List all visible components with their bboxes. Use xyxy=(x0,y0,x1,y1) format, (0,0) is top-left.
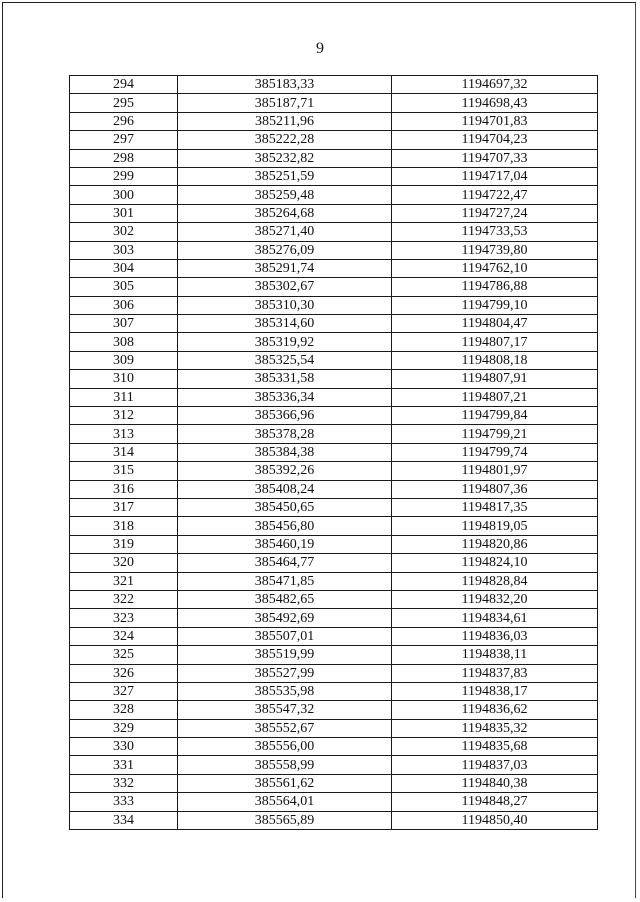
point-number-cell: 313 xyxy=(70,425,178,443)
y-coordinate-cell: 1194838,11 xyxy=(392,646,598,664)
point-number-cell: 309 xyxy=(70,351,178,369)
x-coordinate-cell: 385232,82 xyxy=(178,149,392,167)
y-coordinate-cell: 1194807,21 xyxy=(392,388,598,406)
table-row xyxy=(70,627,598,645)
x-coordinate-cell: 385264,68 xyxy=(178,204,392,222)
table-row xyxy=(70,774,598,792)
y-coordinate-cell: 1194838,17 xyxy=(392,682,598,700)
y-coordinate-cell: 1194835,68 xyxy=(392,738,598,756)
x-coordinate-cell: 385492,69 xyxy=(178,609,392,627)
point-number-cell: 316 xyxy=(70,480,178,498)
point-number-cell: 318 xyxy=(70,517,178,535)
table-row xyxy=(70,388,598,406)
x-coordinate-cell: 385558,99 xyxy=(178,756,392,774)
table-row xyxy=(70,517,598,535)
table-row xyxy=(70,259,598,277)
x-coordinate-cell: 385547,32 xyxy=(178,701,392,719)
x-coordinate-cell: 385565,89 xyxy=(178,811,392,829)
x-coordinate-cell: 385507,01 xyxy=(178,627,392,645)
x-coordinate-cell: 385291,74 xyxy=(178,259,392,277)
y-coordinate-cell: 1194808,18 xyxy=(392,351,598,369)
table-row xyxy=(70,186,598,204)
y-coordinate-cell: 1194727,24 xyxy=(392,204,598,222)
y-coordinate-cell: 1194801,97 xyxy=(392,462,598,480)
point-number-cell: 297 xyxy=(70,131,178,149)
y-coordinate-cell: 1194704,23 xyxy=(392,131,598,149)
table-row xyxy=(70,554,598,572)
point-number-cell: 325 xyxy=(70,646,178,664)
y-coordinate-cell: 1194786,88 xyxy=(392,278,598,296)
point-number-cell: 303 xyxy=(70,241,178,259)
x-coordinate-cell: 385450,65 xyxy=(178,498,392,516)
table-row xyxy=(70,370,598,388)
table-row xyxy=(70,76,598,94)
coordinates-table-body xyxy=(70,76,598,830)
y-coordinate-cell: 1194850,40 xyxy=(392,811,598,829)
point-number-cell: 322 xyxy=(70,590,178,608)
page-number: 9 xyxy=(316,40,324,57)
y-coordinate-cell: 1194817,35 xyxy=(392,498,598,516)
x-coordinate-cell: 385251,59 xyxy=(178,167,392,185)
y-coordinate-cell: 1194799,74 xyxy=(392,443,598,461)
point-number-cell: 305 xyxy=(70,278,178,296)
point-number-cell: 317 xyxy=(70,498,178,516)
table-row xyxy=(70,793,598,811)
x-coordinate-cell: 385302,67 xyxy=(178,278,392,296)
table-row xyxy=(70,609,598,627)
y-coordinate-cell: 1194836,03 xyxy=(392,627,598,645)
point-number-cell: 301 xyxy=(70,204,178,222)
table-row xyxy=(70,811,598,829)
y-coordinate-cell: 1194835,32 xyxy=(392,719,598,737)
x-coordinate-cell: 385211,96 xyxy=(178,112,392,130)
point-number-cell: 319 xyxy=(70,535,178,553)
table-row xyxy=(70,112,598,130)
x-coordinate-cell: 385384,38 xyxy=(178,443,392,461)
y-coordinate-cell: 1194697,32 xyxy=(392,76,598,94)
table-row xyxy=(70,407,598,425)
x-coordinate-cell: 385408,24 xyxy=(178,480,392,498)
x-coordinate-cell: 385325,54 xyxy=(178,351,392,369)
x-coordinate-cell: 385187,71 xyxy=(178,94,392,112)
y-coordinate-cell: 1194840,38 xyxy=(392,774,598,792)
point-number-cell: 310 xyxy=(70,370,178,388)
point-number-cell: 298 xyxy=(70,149,178,167)
y-coordinate-cell: 1194834,61 xyxy=(392,609,598,627)
x-coordinate-cell: 385564,01 xyxy=(178,793,392,811)
x-coordinate-cell: 385183,33 xyxy=(178,76,392,94)
x-coordinate-cell: 385527,99 xyxy=(178,664,392,682)
y-coordinate-cell: 1194832,20 xyxy=(392,590,598,608)
y-coordinate-cell: 1194733,53 xyxy=(392,223,598,241)
table-row xyxy=(70,480,598,498)
point-number-cell: 308 xyxy=(70,333,178,351)
table-row xyxy=(70,296,598,314)
x-coordinate-cell: 385519,99 xyxy=(178,646,392,664)
point-number-cell: 314 xyxy=(70,443,178,461)
y-coordinate-cell: 1194836,62 xyxy=(392,701,598,719)
point-number-cell: 315 xyxy=(70,462,178,480)
table-row xyxy=(70,315,598,333)
y-coordinate-cell: 1194807,17 xyxy=(392,333,598,351)
point-number-cell: 320 xyxy=(70,554,178,572)
y-coordinate-cell: 1194698,43 xyxy=(392,94,598,112)
point-number-cell: 300 xyxy=(70,186,178,204)
table-row xyxy=(70,351,598,369)
point-number-cell: 302 xyxy=(70,223,178,241)
y-coordinate-cell: 1194824,10 xyxy=(392,554,598,572)
table-row xyxy=(70,701,598,719)
y-coordinate-cell: 1194819,05 xyxy=(392,517,598,535)
point-number-cell: 327 xyxy=(70,682,178,700)
table-row xyxy=(70,535,598,553)
y-coordinate-cell: 1194804,47 xyxy=(392,315,598,333)
x-coordinate-cell: 385336,34 xyxy=(178,388,392,406)
x-coordinate-cell: 385259,48 xyxy=(178,186,392,204)
y-coordinate-cell: 1194837,83 xyxy=(392,664,598,682)
table-row xyxy=(70,443,598,461)
x-coordinate-cell: 385471,85 xyxy=(178,572,392,590)
table-row xyxy=(70,149,598,167)
point-number-cell: 307 xyxy=(70,315,178,333)
y-coordinate-cell: 1194739,80 xyxy=(392,241,598,259)
point-number-cell: 294 xyxy=(70,76,178,94)
x-coordinate-cell: 385392,26 xyxy=(178,462,392,480)
point-number-cell: 334 xyxy=(70,811,178,829)
point-number-cell: 323 xyxy=(70,609,178,627)
point-number-cell: 306 xyxy=(70,296,178,314)
y-coordinate-cell: 1194799,10 xyxy=(392,296,598,314)
table-row xyxy=(70,167,598,185)
y-coordinate-cell: 1194837,03 xyxy=(392,756,598,774)
point-number-cell: 326 xyxy=(70,664,178,682)
point-number-cell: 312 xyxy=(70,407,178,425)
y-coordinate-cell: 1194799,84 xyxy=(392,407,598,425)
point-number-cell: 331 xyxy=(70,756,178,774)
x-coordinate-cell: 385319,92 xyxy=(178,333,392,351)
y-coordinate-cell: 1194707,33 xyxy=(392,149,598,167)
table-row xyxy=(70,572,598,590)
y-coordinate-cell: 1194848,27 xyxy=(392,793,598,811)
point-number-cell: 295 xyxy=(70,94,178,112)
point-number-cell: 304 xyxy=(70,259,178,277)
point-number-cell: 328 xyxy=(70,701,178,719)
y-coordinate-cell: 1194807,91 xyxy=(392,370,598,388)
x-coordinate-cell: 385482,65 xyxy=(178,590,392,608)
point-number-cell: 311 xyxy=(70,388,178,406)
x-coordinate-cell: 385271,40 xyxy=(178,223,392,241)
point-number-cell: 321 xyxy=(70,572,178,590)
table-row xyxy=(70,646,598,664)
table-row xyxy=(70,278,598,296)
x-coordinate-cell: 385552,67 xyxy=(178,719,392,737)
y-coordinate-cell: 1194762,10 xyxy=(392,259,598,277)
x-coordinate-cell: 385535,98 xyxy=(178,682,392,700)
point-number-cell: 329 xyxy=(70,719,178,737)
y-coordinate-cell: 1194807,36 xyxy=(392,480,598,498)
table-row xyxy=(70,498,598,516)
table-row xyxy=(70,590,598,608)
point-number-cell: 324 xyxy=(70,627,178,645)
table-row xyxy=(70,425,598,443)
coordinates-table xyxy=(69,75,598,830)
x-coordinate-cell: 385331,58 xyxy=(178,370,392,388)
table-row xyxy=(70,131,598,149)
x-coordinate-cell: 385276,09 xyxy=(178,241,392,259)
table-row xyxy=(70,462,598,480)
table-row xyxy=(70,664,598,682)
x-coordinate-cell: 385366,96 xyxy=(178,407,392,425)
table-row xyxy=(70,738,598,756)
y-coordinate-cell: 1194717,04 xyxy=(392,167,598,185)
table-row xyxy=(70,94,598,112)
table-row xyxy=(70,204,598,222)
point-number-cell: 296 xyxy=(70,112,178,130)
x-coordinate-cell: 385456,80 xyxy=(178,517,392,535)
table-row xyxy=(70,241,598,259)
x-coordinate-cell: 385378,28 xyxy=(178,425,392,443)
y-coordinate-cell: 1194701,83 xyxy=(392,112,598,130)
table-row xyxy=(70,333,598,351)
table-row xyxy=(70,682,598,700)
table-row xyxy=(70,719,598,737)
y-coordinate-cell: 1194799,21 xyxy=(392,425,598,443)
x-coordinate-cell: 385556,00 xyxy=(178,738,392,756)
y-coordinate-cell: 1194828,84 xyxy=(392,572,598,590)
y-coordinate-cell: 1194722,47 xyxy=(392,186,598,204)
table-row xyxy=(70,756,598,774)
y-coordinate-cell: 1194820,86 xyxy=(392,535,598,553)
x-coordinate-cell: 385222,28 xyxy=(178,131,392,149)
point-number-cell: 299 xyxy=(70,167,178,185)
table-row xyxy=(70,223,598,241)
point-number-cell: 330 xyxy=(70,738,178,756)
x-coordinate-cell: 385464,77 xyxy=(178,554,392,572)
x-coordinate-cell: 385310,30 xyxy=(178,296,392,314)
x-coordinate-cell: 385460,19 xyxy=(178,535,392,553)
x-coordinate-cell: 385561,62 xyxy=(178,774,392,792)
point-number-cell: 332 xyxy=(70,774,178,792)
point-number-cell: 333 xyxy=(70,793,178,811)
x-coordinate-cell: 385314,60 xyxy=(178,315,392,333)
